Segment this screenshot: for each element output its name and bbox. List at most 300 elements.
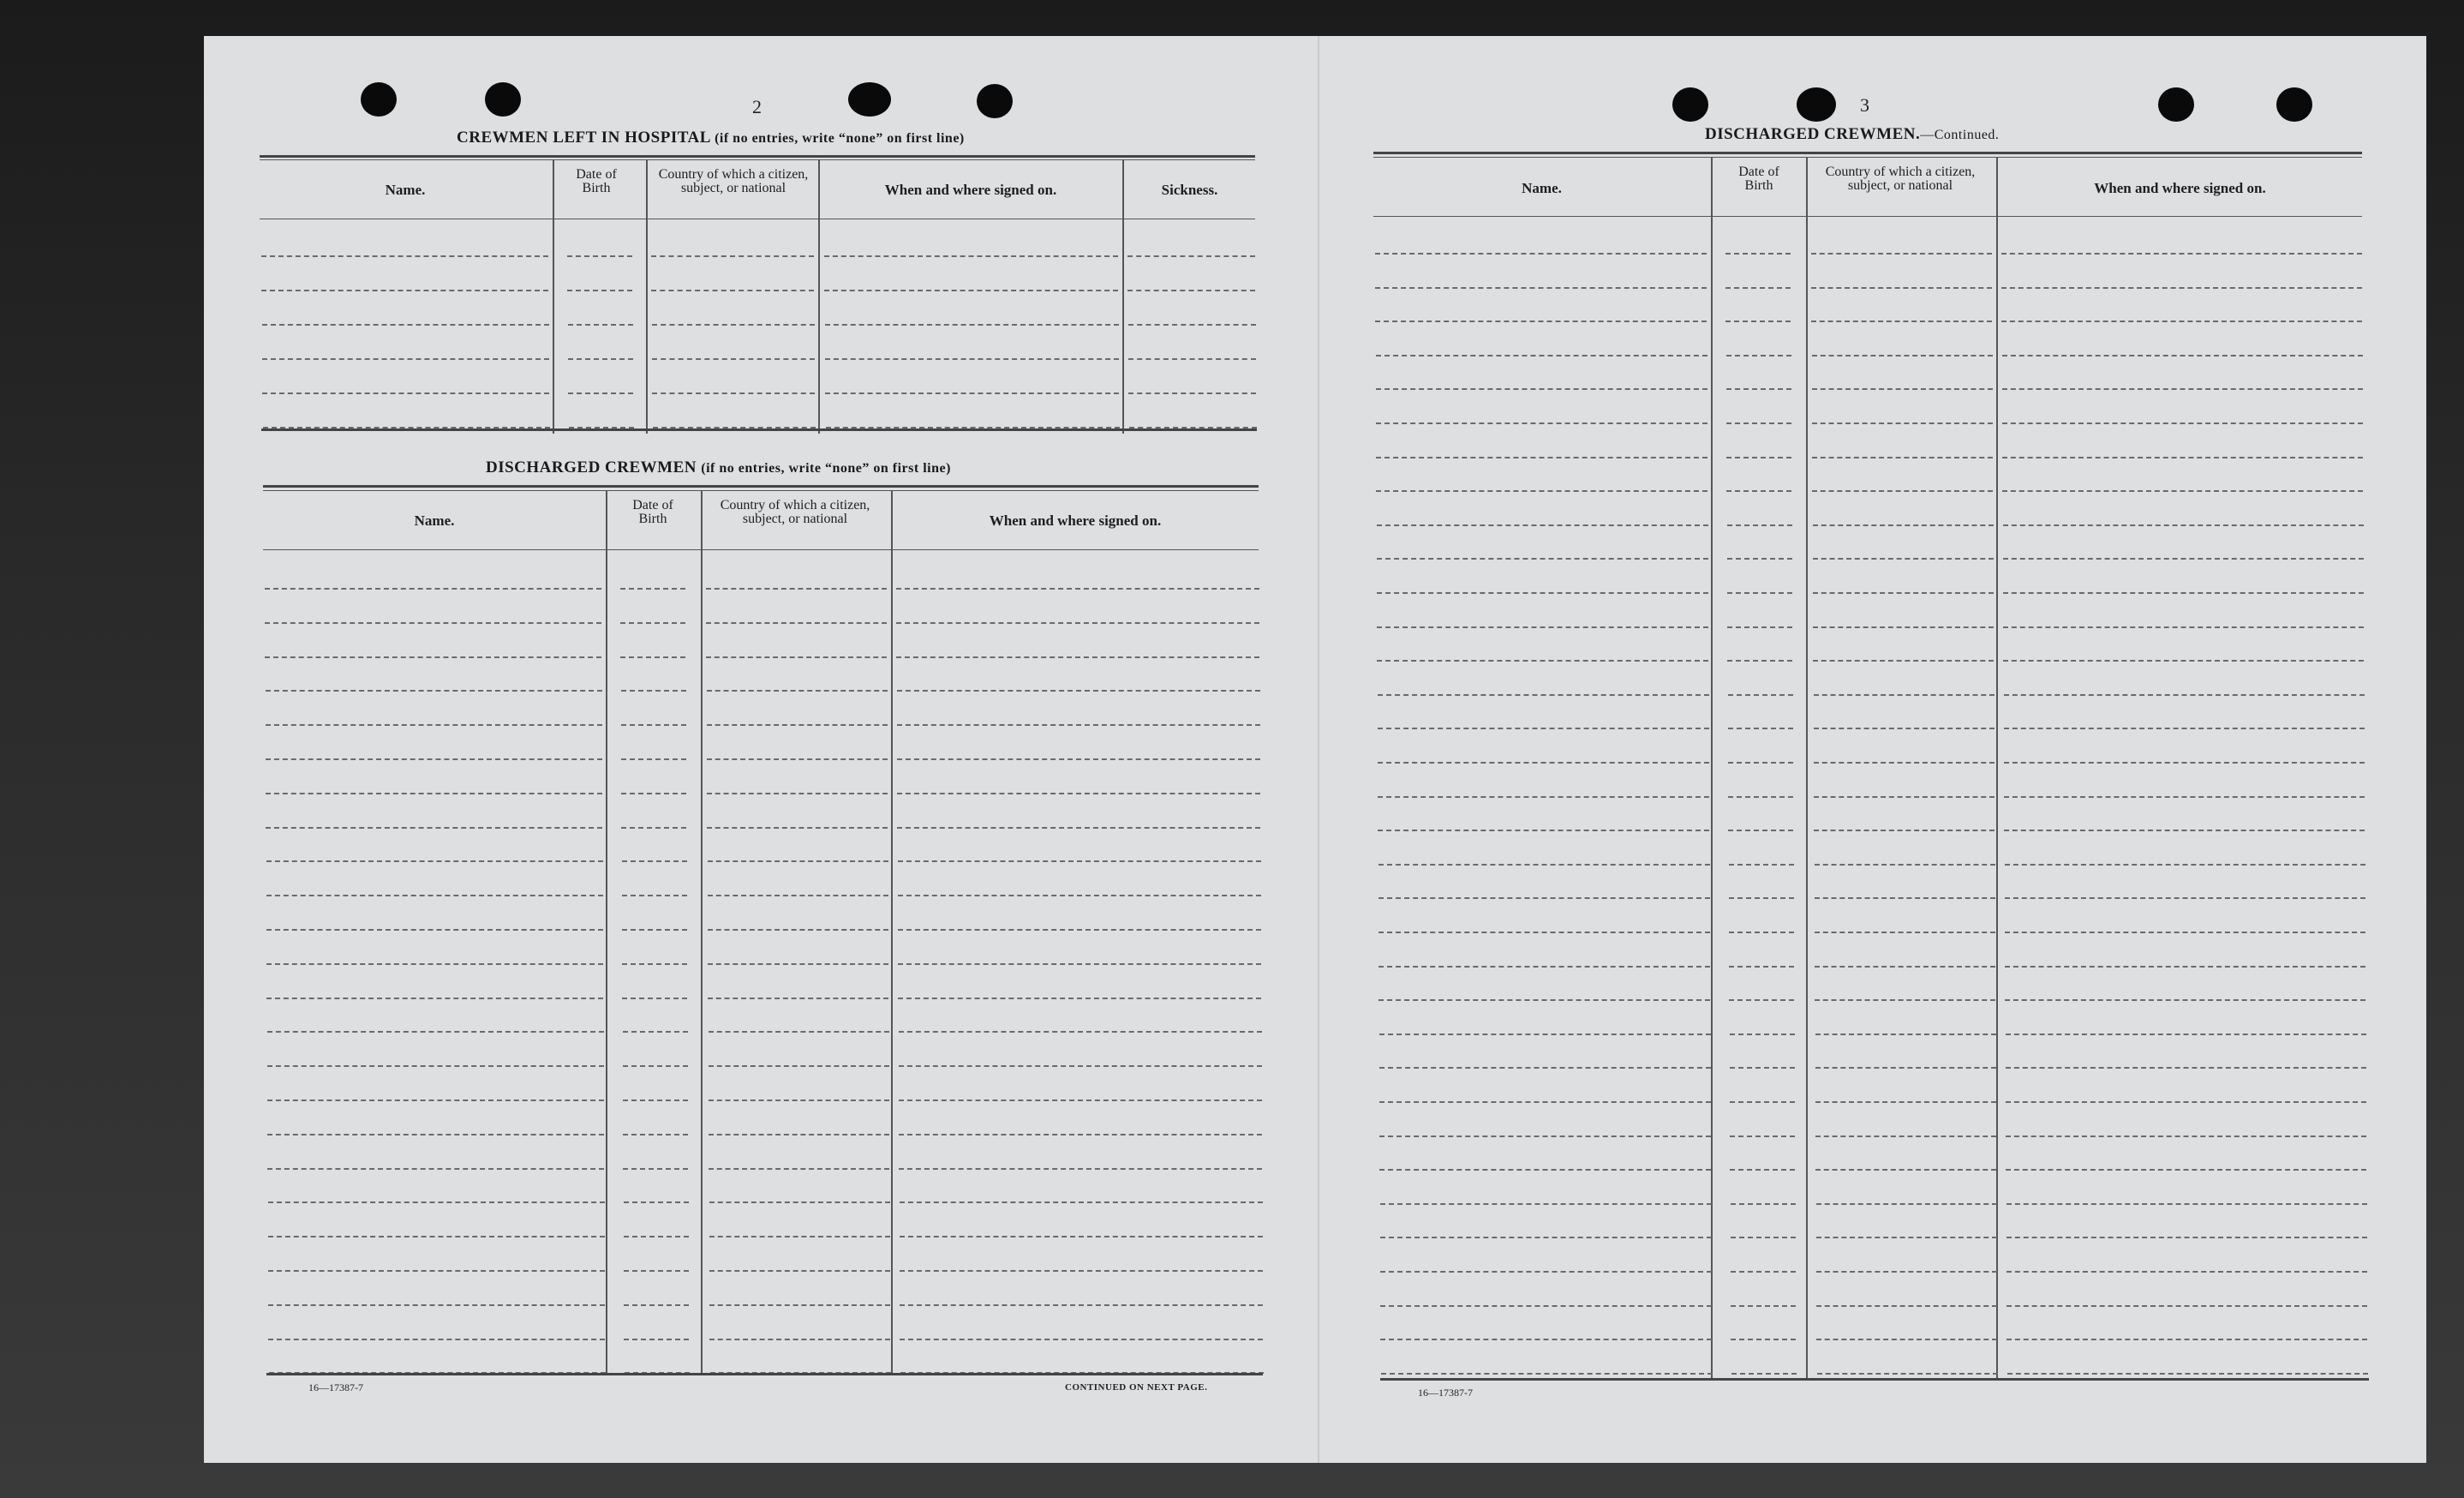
entry-line[interactable] bbox=[1380, 1237, 1712, 1238]
entry-line[interactable] bbox=[265, 622, 601, 624]
entry-line[interactable] bbox=[709, 1031, 889, 1033]
entry-line[interactable] bbox=[2006, 1169, 2366, 1171]
entry-line[interactable] bbox=[1814, 694, 1995, 696]
entry-line[interactable] bbox=[1726, 388, 1791, 390]
entry-line[interactable] bbox=[2002, 490, 2363, 492]
entry-line[interactable] bbox=[899, 1065, 1262, 1067]
entry-line[interactable] bbox=[898, 895, 1261, 896]
punch-hole bbox=[2158, 87, 2194, 122]
entry-line[interactable] bbox=[1379, 1135, 1711, 1137]
entry-line[interactable] bbox=[897, 827, 1260, 829]
entry-line[interactable] bbox=[706, 656, 887, 658]
entry-line[interactable] bbox=[825, 358, 1119, 360]
entry-line[interactable] bbox=[2006, 1034, 2366, 1035]
entry-line[interactable] bbox=[1376, 457, 1707, 458]
entry-line[interactable] bbox=[707, 724, 888, 726]
entry-line[interactable] bbox=[1379, 864, 1710, 866]
entry-line[interactable] bbox=[1814, 728, 1995, 729]
entry-line[interactable] bbox=[1378, 728, 1709, 729]
entry-line[interactable] bbox=[2007, 1373, 2368, 1375]
entry-line[interactable] bbox=[1377, 660, 1708, 662]
entry-line[interactable] bbox=[266, 827, 602, 829]
entry-line[interactable] bbox=[2005, 864, 2365, 866]
entry-line[interactable] bbox=[897, 724, 1260, 726]
entry-line[interactable] bbox=[1731, 1203, 1796, 1205]
entry-line[interactable] bbox=[623, 1134, 688, 1135]
hospital-top-rule-inner bbox=[260, 159, 1255, 160]
entry-line[interactable] bbox=[1815, 932, 1995, 933]
punch-hole bbox=[361, 82, 397, 117]
entry-line[interactable] bbox=[652, 358, 815, 360]
hospital-col-sickness: Sickness. bbox=[1161, 182, 1218, 198]
entry-line[interactable] bbox=[709, 1339, 890, 1340]
entry-line[interactable] bbox=[709, 1270, 890, 1272]
entry-line[interactable] bbox=[2002, 422, 2363, 424]
hospital-col-name: Name. bbox=[385, 182, 426, 198]
entry-line[interactable] bbox=[568, 392, 633, 394]
entry-line[interactable] bbox=[2006, 1067, 2366, 1069]
entry-line[interactable] bbox=[1376, 490, 1707, 492]
entry-line[interactable] bbox=[1731, 1305, 1796, 1307]
hospital-divider bbox=[1122, 159, 1124, 434]
entry-line[interactable] bbox=[1375, 253, 1707, 255]
entry-line[interactable] bbox=[266, 998, 603, 999]
entry-line[interactable] bbox=[1815, 897, 1995, 899]
entry-line[interactable] bbox=[824, 290, 1118, 291]
entry-line[interactable] bbox=[1376, 388, 1707, 390]
entry-line[interactable] bbox=[900, 1201, 1263, 1203]
entry-line[interactable] bbox=[261, 255, 548, 257]
hospital-section-title bbox=[457, 129, 965, 147]
entry-line[interactable] bbox=[709, 1065, 889, 1067]
continued-col-name: Name. bbox=[1522, 180, 1562, 196]
entry-line[interactable] bbox=[1377, 626, 1708, 628]
entry-line[interactable] bbox=[266, 690, 602, 692]
entry-line[interactable] bbox=[1727, 524, 1792, 526]
entry-line[interactable] bbox=[1813, 524, 1994, 526]
entry-line[interactable] bbox=[2005, 932, 2365, 933]
entry-line[interactable] bbox=[1726, 490, 1791, 492]
entry-line[interactable] bbox=[1380, 1203, 1712, 1205]
entry-line[interactable] bbox=[268, 1304, 605, 1306]
entry-line[interactable] bbox=[1375, 321, 1707, 322]
entry-line[interactable] bbox=[899, 1134, 1262, 1135]
entry-line[interactable] bbox=[1377, 558, 1708, 560]
entry-line[interactable] bbox=[1379, 966, 1710, 968]
continued-divider bbox=[1996, 157, 1998, 1381]
entry-line[interactable] bbox=[1726, 355, 1791, 357]
entry-line[interactable] bbox=[1375, 287, 1707, 289]
entry-line[interactable] bbox=[824, 255, 1118, 257]
entry-line[interactable] bbox=[1379, 1067, 1711, 1069]
entry-line[interactable] bbox=[1379, 1101, 1711, 1103]
entry-line[interactable] bbox=[898, 998, 1261, 999]
entry-line[interactable] bbox=[2001, 287, 2362, 289]
entry-line[interactable] bbox=[624, 1339, 689, 1340]
hospital-divider bbox=[646, 159, 648, 434]
continued-divider bbox=[1711, 157, 1713, 1381]
entry-line[interactable] bbox=[1378, 762, 1709, 764]
entry-line[interactable] bbox=[1816, 1237, 1997, 1238]
entry-line[interactable] bbox=[2004, 796, 2365, 798]
entry-line[interactable] bbox=[623, 1100, 688, 1101]
entry-line[interactable] bbox=[900, 1236, 1263, 1237]
entry-line[interactable] bbox=[267, 1031, 604, 1033]
entry-line[interactable] bbox=[1725, 321, 1791, 322]
entry-line[interactable] bbox=[568, 358, 633, 360]
entry-line[interactable] bbox=[2006, 1237, 2367, 1238]
entry-line[interactable] bbox=[1728, 830, 1793, 831]
entry-line[interactable] bbox=[267, 1065, 604, 1067]
entry-line[interactable] bbox=[1731, 1339, 1796, 1340]
entry-line[interactable] bbox=[896, 656, 1259, 658]
entry-line[interactable] bbox=[652, 392, 815, 394]
continued-header-rule bbox=[1373, 216, 2362, 217]
entry-line[interactable] bbox=[1379, 999, 1710, 1001]
entry-line[interactable] bbox=[622, 860, 687, 862]
entry-line[interactable] bbox=[709, 1100, 889, 1101]
entry-line[interactable] bbox=[1815, 999, 1995, 1001]
hospital-divider bbox=[553, 159, 554, 434]
entry-line[interactable] bbox=[2006, 1135, 2366, 1137]
entry-line[interactable] bbox=[707, 690, 888, 692]
entry-line[interactable] bbox=[897, 758, 1260, 760]
entry-line[interactable] bbox=[708, 860, 888, 862]
entry-line[interactable] bbox=[899, 1031, 1262, 1033]
entry-line[interactable] bbox=[899, 1168, 1262, 1170]
entry-line[interactable] bbox=[1815, 1101, 1996, 1103]
punch-hole bbox=[1797, 87, 1836, 122]
continued-note: CONTINUED ON NEXT PAGE. bbox=[1065, 1382, 1208, 1393]
entry-line[interactable] bbox=[1128, 324, 1256, 326]
entry-line[interactable] bbox=[706, 588, 887, 590]
entry-line[interactable] bbox=[1812, 355, 1993, 357]
entry-line[interactable] bbox=[268, 1236, 605, 1237]
entry-line[interactable] bbox=[1814, 796, 1995, 798]
entry-line[interactable] bbox=[1815, 1169, 1996, 1171]
hospital-col-country: Country of which a citizen, subject, or national bbox=[658, 167, 809, 195]
entry-line[interactable] bbox=[2002, 355, 2363, 357]
entry-line[interactable] bbox=[825, 324, 1119, 326]
entry-line[interactable] bbox=[1814, 830, 1995, 831]
entry-line[interactable] bbox=[568, 324, 633, 326]
continued-top-rule-inner bbox=[1373, 157, 2362, 158]
entry-line[interactable] bbox=[621, 690, 686, 692]
entry-line[interactable] bbox=[567, 255, 632, 257]
entry-line[interactable] bbox=[1726, 457, 1791, 458]
entry-line[interactable] bbox=[2005, 966, 2365, 968]
hospital-col-signed: When and where signed on. bbox=[884, 182, 1057, 198]
entry-line[interactable] bbox=[652, 324, 815, 326]
entry-line[interactable] bbox=[1813, 592, 1994, 594]
entry-line[interactable] bbox=[1728, 694, 1793, 696]
entry-line[interactable] bbox=[268, 1270, 605, 1272]
entry-line[interactable] bbox=[1379, 1034, 1711, 1035]
entry-line[interactable] bbox=[266, 963, 603, 965]
entry-line[interactable] bbox=[1729, 897, 1794, 899]
entry-line[interactable] bbox=[1380, 1339, 1712, 1340]
entry-line[interactable] bbox=[1128, 358, 1256, 360]
entry-line[interactable] bbox=[1813, 660, 1994, 662]
entry-line[interactable] bbox=[1379, 932, 1710, 933]
entry-line[interactable] bbox=[1730, 1135, 1795, 1137]
entry-line[interactable] bbox=[1730, 1169, 1795, 1171]
discharged-col-dob: Date of Birth bbox=[632, 498, 673, 526]
entry-line[interactable] bbox=[622, 929, 687, 931]
entry-line[interactable] bbox=[1727, 558, 1792, 560]
entry-line[interactable] bbox=[262, 392, 549, 394]
entry-line[interactable] bbox=[2005, 999, 2365, 1001]
hospital-bottom-rule bbox=[261, 428, 1257, 431]
entry-line[interactable] bbox=[265, 656, 601, 658]
entry-line[interactable] bbox=[266, 929, 603, 931]
entry-line[interactable] bbox=[1812, 457, 1993, 458]
form-code: 16—17387-7 bbox=[308, 1381, 363, 1393]
entry-line[interactable] bbox=[1376, 355, 1707, 357]
discharged-subtitle-text: (if no entries, write “none” on first line) bbox=[701, 461, 951, 476]
continued-col-dob: Date of Birth bbox=[1738, 165, 1779, 193]
entry-line[interactable] bbox=[623, 1168, 688, 1170]
entry-line[interactable] bbox=[900, 1304, 1263, 1306]
entry-line[interactable] bbox=[1377, 524, 1708, 526]
entry-line[interactable] bbox=[2001, 253, 2362, 255]
entry-line[interactable] bbox=[624, 1201, 689, 1203]
entry-line[interactable] bbox=[268, 1339, 605, 1340]
entry-line[interactable] bbox=[709, 1168, 889, 1170]
entry-line[interactable] bbox=[1817, 1373, 1998, 1375]
entry-line[interactable] bbox=[622, 963, 687, 965]
entry-line[interactable] bbox=[1814, 762, 1995, 764]
entry-line[interactable] bbox=[2004, 694, 2365, 696]
entry-line[interactable] bbox=[2003, 592, 2364, 594]
entry-line[interactable] bbox=[1730, 1034, 1795, 1035]
entry-line[interactable] bbox=[261, 290, 548, 291]
punch-hole bbox=[2276, 87, 2312, 122]
entry-line[interactable] bbox=[900, 1270, 1263, 1272]
entry-line[interactable] bbox=[2004, 830, 2365, 831]
entry-line[interactable] bbox=[2004, 728, 2365, 729]
entry-line[interactable] bbox=[621, 827, 686, 829]
entry-line[interactable] bbox=[623, 1031, 688, 1033]
entry-line[interactable] bbox=[1813, 558, 1994, 560]
entry-line[interactable] bbox=[2002, 388, 2363, 390]
hospital-col-dob: Date of Birth bbox=[576, 167, 617, 195]
form-code: 16—17387-7 bbox=[1418, 1387, 1473, 1399]
entry-line[interactable] bbox=[620, 656, 685, 658]
punch-hole bbox=[485, 82, 521, 117]
entry-line[interactable] bbox=[567, 290, 632, 291]
entry-line[interactable] bbox=[1728, 762, 1793, 764]
entry-line[interactable] bbox=[897, 690, 1260, 692]
entry-line[interactable] bbox=[2002, 457, 2363, 458]
entry-line[interactable] bbox=[897, 793, 1260, 794]
hospital-top-rule bbox=[260, 155, 1255, 158]
discharged-header-rule bbox=[263, 549, 1259, 550]
entry-line[interactable] bbox=[898, 963, 1261, 965]
entry-line[interactable] bbox=[1729, 864, 1794, 866]
entry-line[interactable] bbox=[266, 860, 603, 862]
entry-line[interactable] bbox=[1731, 1373, 1797, 1375]
entry-line[interactable] bbox=[622, 895, 687, 896]
continued-bottom-rule bbox=[1380, 1378, 2369, 1381]
entry-line[interactable] bbox=[1378, 796, 1709, 798]
entry-line[interactable] bbox=[1728, 796, 1793, 798]
entry-line[interactable] bbox=[621, 793, 686, 794]
entry-line[interactable] bbox=[1729, 999, 1794, 1001]
entry-line[interactable] bbox=[1726, 422, 1791, 424]
entry-line[interactable] bbox=[1815, 1034, 1996, 1035]
entry-line[interactable] bbox=[1728, 728, 1793, 729]
entry-line[interactable] bbox=[2001, 321, 2362, 322]
entry-line[interactable] bbox=[1811, 321, 1992, 322]
entry-line[interactable] bbox=[708, 963, 888, 965]
entry-line[interactable] bbox=[707, 827, 888, 829]
entry-line[interactable] bbox=[651, 255, 814, 257]
entry-line[interactable] bbox=[620, 622, 685, 624]
discharged-title-text: DISCHARGED CREWMEN bbox=[486, 458, 697, 476]
entry-line[interactable] bbox=[1815, 1135, 1996, 1137]
entry-line[interactable] bbox=[267, 1168, 604, 1170]
entry-line[interactable] bbox=[1812, 388, 1993, 390]
entry-line[interactable] bbox=[2003, 524, 2364, 526]
entry-line[interactable] bbox=[1815, 1067, 1996, 1069]
entry-line[interactable] bbox=[1376, 422, 1707, 424]
entry-line[interactable] bbox=[262, 358, 549, 360]
entry-line[interactable] bbox=[1813, 626, 1994, 628]
entry-line[interactable] bbox=[267, 1134, 604, 1135]
entry-line[interactable] bbox=[708, 929, 888, 931]
entry-line[interactable] bbox=[1730, 1067, 1795, 1069]
entry-line[interactable] bbox=[1379, 1169, 1711, 1171]
entry-line[interactable] bbox=[620, 588, 685, 590]
entry-line[interactable] bbox=[1816, 1271, 1997, 1273]
entry-line[interactable] bbox=[708, 895, 888, 896]
entry-line[interactable] bbox=[706, 622, 887, 624]
entry-line[interactable] bbox=[266, 793, 602, 794]
entry-line[interactable] bbox=[1727, 660, 1792, 662]
entry-line[interactable] bbox=[262, 324, 549, 326]
entry-line[interactable] bbox=[2003, 660, 2364, 662]
page-number: 2 bbox=[752, 96, 763, 117]
entry-line[interactable] bbox=[266, 758, 602, 760]
entry-line[interactable] bbox=[709, 1236, 890, 1237]
page-number: 3 bbox=[1860, 94, 1870, 116]
entry-line[interactable] bbox=[1812, 490, 1993, 492]
entry-line[interactable] bbox=[1380, 1271, 1712, 1273]
entry-line[interactable] bbox=[1725, 287, 1791, 289]
entry-line[interactable] bbox=[624, 1236, 689, 1237]
entry-line[interactable] bbox=[1815, 966, 1995, 968]
entry-line[interactable] bbox=[899, 1100, 1262, 1101]
entry-line[interactable] bbox=[1380, 1305, 1712, 1307]
discharged-divider bbox=[701, 490, 703, 1375]
entry-line[interactable] bbox=[1727, 626, 1792, 628]
entry-line[interactable] bbox=[1128, 392, 1256, 394]
discharged-col-country: Country of which a citizen, subject, or national bbox=[720, 498, 870, 526]
entry-line[interactable] bbox=[621, 758, 686, 760]
entry-line[interactable] bbox=[1377, 592, 1708, 594]
punch-hole bbox=[977, 84, 1013, 118]
entry-line[interactable] bbox=[709, 1201, 890, 1203]
entry-line[interactable] bbox=[1815, 864, 1995, 866]
entry-line[interactable] bbox=[1816, 1339, 1997, 1340]
entry-line[interactable] bbox=[1727, 592, 1792, 594]
entry-line[interactable] bbox=[268, 1201, 605, 1203]
entry-line[interactable] bbox=[1725, 253, 1791, 255]
entry-line[interactable] bbox=[2006, 1101, 2366, 1103]
entry-line[interactable] bbox=[2006, 1305, 2367, 1307]
entry-line[interactable] bbox=[1816, 1203, 1997, 1205]
continued-top-rule bbox=[1373, 152, 2362, 154]
entry-line[interactable] bbox=[1127, 255, 1255, 257]
entry-line[interactable] bbox=[2006, 1339, 2367, 1340]
entry-line[interactable] bbox=[623, 1065, 688, 1067]
discharged-col-signed: When and where signed on. bbox=[989, 512, 1162, 529]
entry-line[interactable] bbox=[2006, 1271, 2367, 1273]
entry-line[interactable] bbox=[1816, 1305, 1997, 1307]
entry-line[interactable] bbox=[624, 1304, 689, 1306]
hospital-divider bbox=[818, 159, 820, 434]
entry-line[interactable] bbox=[708, 998, 888, 999]
continued-subtitle-text: —Continued. bbox=[1920, 128, 2000, 142]
entry-line[interactable] bbox=[1381, 1373, 1713, 1375]
entry-line[interactable] bbox=[896, 588, 1259, 590]
hospital-title-text: CREWMEN LEFT IN HOSPITAL bbox=[457, 129, 710, 147]
discharged-divider bbox=[891, 490, 893, 1375]
continued-col-country: Country of which a citizen, subject, or national bbox=[1825, 165, 1976, 193]
entry-line[interactable] bbox=[900, 1339, 1263, 1340]
entry-line[interactable] bbox=[2003, 626, 2364, 628]
entry-line[interactable] bbox=[1379, 897, 1710, 899]
entry-line[interactable] bbox=[1811, 287, 1992, 289]
entry-line[interactable] bbox=[898, 929, 1261, 931]
entry-line[interactable] bbox=[709, 1304, 890, 1306]
entry-line[interactable] bbox=[709, 1134, 889, 1135]
discharged-bottom-rule bbox=[266, 1373, 1263, 1375]
entry-line[interactable] bbox=[2005, 897, 2365, 899]
entry-line[interactable] bbox=[1730, 1101, 1795, 1103]
entry-line[interactable] bbox=[266, 724, 602, 726]
entry-line[interactable] bbox=[707, 793, 888, 794]
entry-line[interactable] bbox=[896, 622, 1259, 624]
entry-line[interactable] bbox=[2003, 558, 2364, 560]
entry-line[interactable] bbox=[265, 588, 601, 590]
entry-line[interactable] bbox=[651, 290, 814, 291]
entry-line[interactable] bbox=[825, 392, 1119, 394]
page-fold bbox=[1318, 36, 1319, 1463]
entry-line[interactable] bbox=[621, 724, 686, 726]
entry-line[interactable] bbox=[1378, 830, 1709, 831]
entry-line[interactable] bbox=[707, 758, 888, 760]
entry-line[interactable] bbox=[1812, 422, 1993, 424]
entry-line[interactable] bbox=[1811, 253, 1992, 255]
entry-line[interactable] bbox=[1127, 290, 1255, 291]
entry-line[interactable] bbox=[1731, 1271, 1796, 1273]
entry-line[interactable] bbox=[898, 860, 1261, 862]
entry-line[interactable] bbox=[2004, 762, 2365, 764]
entry-line[interactable] bbox=[624, 1270, 689, 1272]
entry-line[interactable] bbox=[1729, 966, 1794, 968]
continued-section-title bbox=[1705, 125, 1999, 144]
entry-line[interactable] bbox=[1731, 1237, 1796, 1238]
entry-line[interactable] bbox=[622, 998, 687, 999]
entry-line[interactable] bbox=[1729, 932, 1794, 933]
entry-line[interactable] bbox=[2006, 1203, 2367, 1205]
entry-line[interactable] bbox=[267, 1100, 604, 1101]
entry-line[interactable] bbox=[266, 895, 603, 896]
entry-line[interactable] bbox=[1378, 694, 1709, 696]
form-sheet bbox=[204, 36, 2426, 1463]
